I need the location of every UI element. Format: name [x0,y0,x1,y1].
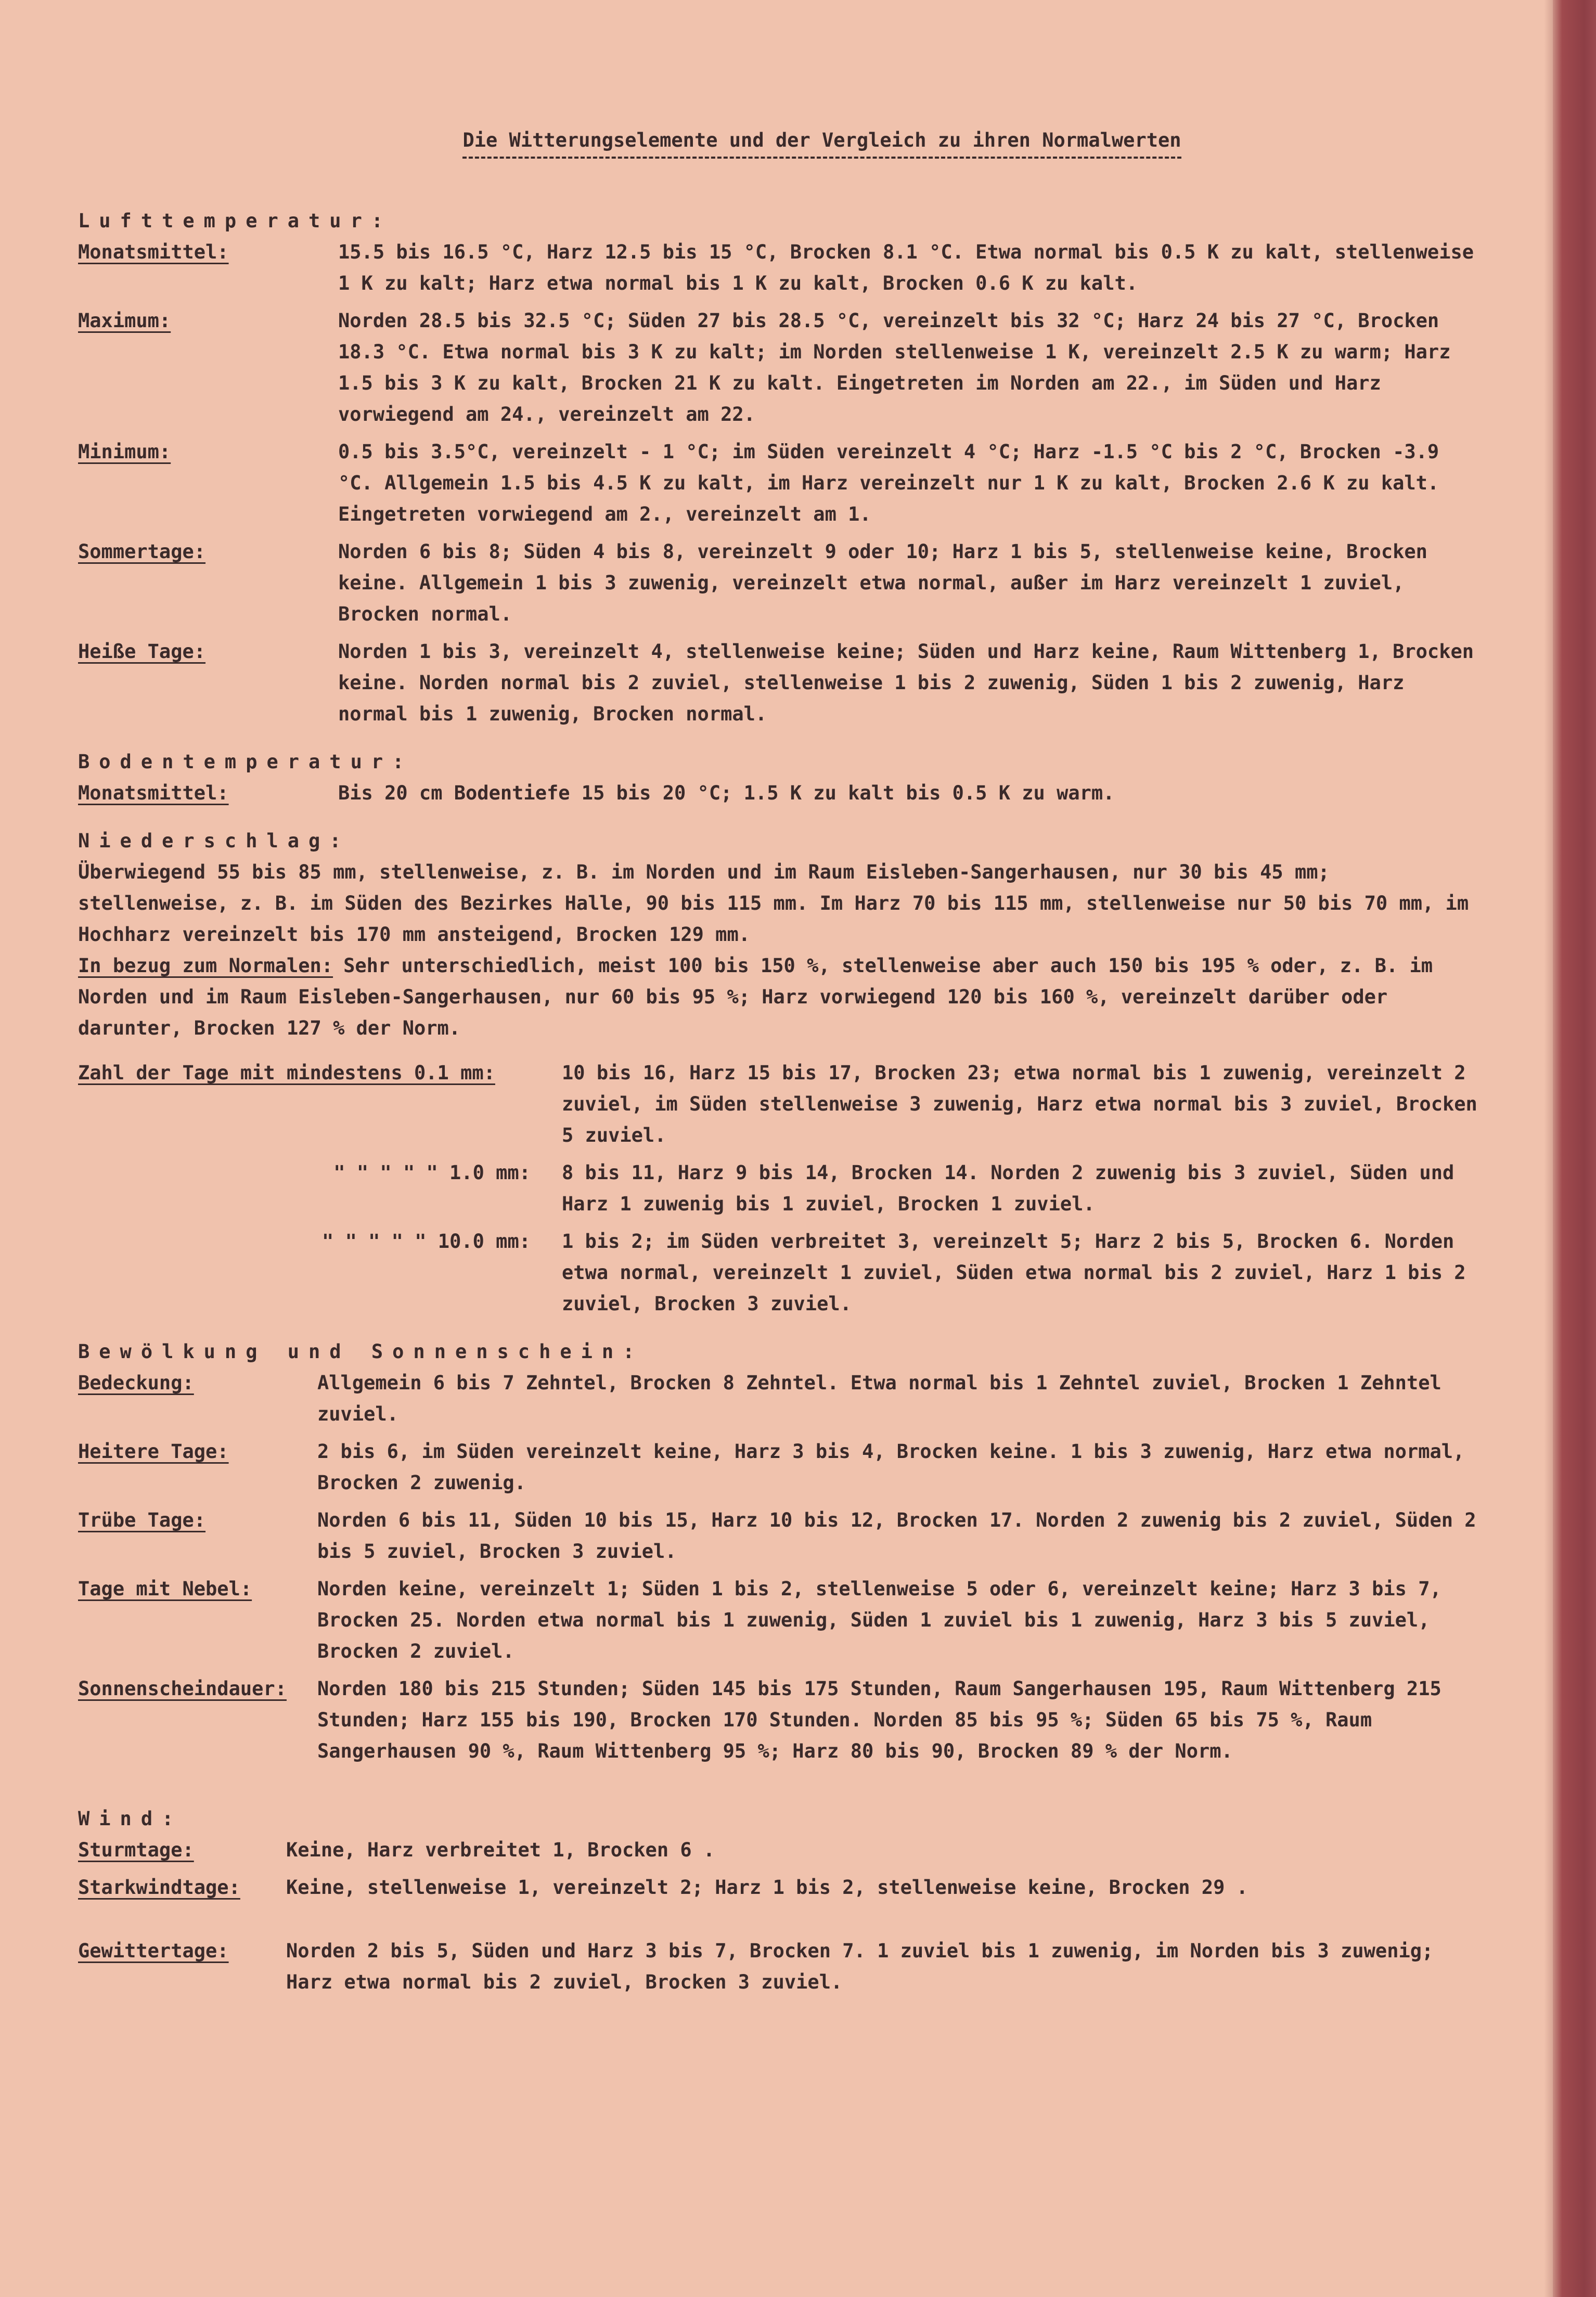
text-sommertage: Norden 6 bis 8; Süden 4 bis 8, vereinzelt 9 oder 10; Harz 1 bis 5, stellenweise keine, Brocken keine. Allgemein 1 bis 3 zuwenig, vereinzelt etwa normal, außer im Harz vereinzelt 1 zuviel, Brocken normal. [338,540,1427,625]
text-tage-10-0mm: 1 bis 2; im Süden verbreitet 3, vereinzelt 5; Harz 2 bis 5, Brocken 6. Norden etwa normal, vereinzelt 1 zuviel, Süden etwa normal bis 2 zuviel, Harz 1 bis 2 zuviel, Brocken 3 zuviel. [562,1230,1466,1315]
text-sonnenscheindauer: Norden 180 bis 215 Stunden; Süden 145 bis 175 Stunden, Raum Sangerhausen 195, Raum Wittenberg 215 Stunden; Harz 155 bis 190, Brocken 170 Stunden. Norden 85 bis 95 %; Süden 65 bis 75 %, Raum Sangerhausen 90 %, Raum Wittenberg 95 %; Harz 80 bis 90, Brocken 89 % der Norm. [317,1677,1441,1762]
row-minimum [78,436,1483,530]
niederschlag-normal [78,950,1483,1044]
row-sturmtage [78,1835,1483,1866]
row-tage-0-1mm [78,1057,1483,1151]
label-heisse-tage: Heiße Tage: [78,640,206,663]
text-maximum: Norden 28.5 bis 32.5 °C; Süden 27 bis 28.5 °C, vereinzelt bis 32 °C; Harz 24 bis 27 °C, Brocken 18.3 °C. Etwa normal bis 3 K zu kalt; im Norden stellenweise 1 K, vereinzelt 2.5 K zu warm; Harz 1.5 bis 3 K zu kalt, Brocken 21 K zu kalt. Eingetreten im Norden am 22., im Süden und Harz vorwiegend am 24., vereinzelt am 22. [338,309,1451,425]
section-heading-bewoelkung: Bewölkung und Sonnenschein: [78,1340,644,1363]
label-sturmtage: Sturmtage: [78,1839,194,1861]
label-starkwindtage: Starkwindtage: [78,1876,240,1899]
text-starkwindtage: Keine, stellenweise 1, vereinzelt 2; Harz 1 bis 2, stellenweise keine, Brocken 29 . [286,1876,1248,1899]
text-heitere-tage: 2 bis 6, im Süden vereinzelt keine, Harz 3 bis 4, Brocken keine. 1 bis 3 zuwenig, Harz etwa normal, Brocken 2 zuwenig. [317,1440,1465,1494]
text-tage-1-0mm: 8 bis 11, Harz 9 bis 14, Brocken 14. Norden 2 zuwenig bis 3 zuviel, Süden und Harz 1 zuwenig bis 1 zuviel, Brocken 1 zuviel. [562,1162,1455,1215]
text-monatsmittel: 15.5 bis 16.5 °C, Harz 12.5 bis 15 °C, Brocken 8.1 °C. Etwa normal bis 0.5 K zu kalt, stellenweise 1 K zu kalt; Harz etwa normal bis 1 K zu kalt, Brocken 0.6 K zu kalt. [338,241,1474,294]
text-heisse-tage: Norden 1 bis 3, vereinzelt 4, stellenweise keine; Süden und Harz keine, Raum Wittenberg 1, Brocken keine. Norden normal bis 2 zuviel, stellenweise 1 bis 2 zuwenig, Süden 1 bis 2 zuwenig, Harz normal bis 1 zuwenig, Brocken normal. [338,640,1474,725]
document-title: Die Witterungselemente und der Vergleich zu ihren Normalwerten [161,125,1483,156]
label-maximum: Maximum: [78,309,171,332]
row-monatsmittel [78,237,1483,299]
text-minimum: 0.5 bis 3.5°C, vereinzelt - 1 °C; im Süden vereinzelt 4 °C; Harz -1.5 °C bis 2 °C, Brocken -3.9 °C. Allgemein 1.5 bis 4.5 K zu kalt, im Harz vereinzelt nur 1 K zu kalt, Brocken 2.6 K zu kalt. Eingetreten vorwiegend am 2., vereinzelt am 1. [338,441,1439,525]
section-heading-lufttemperatur: Lufttemperatur: [78,210,393,232]
label-tage-mit-nebel: Tage mit Nebel: [78,1578,252,1600]
text-tage-0-1mm: 10 bis 16, Harz 15 bis 17, Brocken 23; etwa normal bis 1 zuwenig, vereinzelt 2 zuviel, im Süden stellenweise 3 zuwenig, Harz etwa normal bis 3 zuviel, Brocken 5 zuviel. [562,1062,1477,1146]
row-starkwindtage [78,1872,1483,1903]
book-binding [1553,0,1596,2297]
text-tage-mit-nebel: Norden keine, vereinzelt 1; Süden 1 bis 2, stellenweise 5 oder 6, vereinzelt keine; Harz 3 bis 7, Brocken 25. Norden etwa normal bis 1 zuwenig, Süden 1 zuviel bis 1 zuwenig, Harz 3 bis 5 zuviel, Brocken 2 zuviel. [317,1578,1441,1662]
section-heading-wind: Wind: [78,1808,183,1830]
section-heading-niederschlag: Niederschlag: [78,830,351,852]
row-sommertage [78,536,1483,630]
row-truebe-tage [78,1505,1483,1567]
spacer [78,1044,1483,1057]
label-truebe-tage: Trübe Tage: [78,1509,206,1531]
row-heisse-tage [78,636,1483,730]
label-gewittertage: Gewittertage: [78,1940,229,1962]
label-boden-monatsmittel: Monatsmittel: [78,782,229,804]
row-heitere-tage [78,1436,1483,1499]
document-content [78,125,1483,2004]
row-sonnenscheindauer [78,1673,1483,1767]
label-sonnenscheindauer: Sonnenscheindauer: [78,1677,287,1700]
text-boden-monatsmittel: Bis 20 cm Bodentiefe 15 bis 20 °C; 1.5 K zu kalt bis 0.5 K zu warm. [338,782,1115,804]
label-monatsmittel: Monatsmittel: [78,241,229,263]
row-bedeckung [78,1367,1483,1430]
label-bedeckung: Bedeckung: [78,1372,194,1394]
label-in-bezug-zum-normalen: In bezug zum Normalen: [78,954,333,977]
spacer [78,1773,1483,1787]
spacer [78,1909,1483,1935]
text-bedeckung: Allgemein 6 bis 7 Zehntel, Brocken 8 Zehntel. Etwa normal bis 1 Zehntel zuviel, Brocken 1 Zehntel zuviel. [317,1372,1441,1425]
text-sturmtage: Keine, Harz verbreitet 1, Brocken 6 . [286,1839,715,1861]
row-boden-monatsmittel [78,778,1483,809]
text-gewittertage: Norden 2 bis 5, Süden und Harz 3 bis 7, Brocken 7. 1 zuviel bis 1 zuwenig, im Norden bis 3 zuwenig; Harz etwa normal bis 2 zuviel, Brocken 3 zuviel. [286,1940,1434,1993]
row-tage-1-0mm [78,1157,1483,1220]
label-heitere-tage: Heitere Tage: [78,1440,229,1463]
label-tage-10-0mm: " " " " " 10.0 mm: [322,1230,531,1253]
niederschlag-paragraph: Überwiegend 55 bis 85 mm, stellenweise, z. B. im Norden und im Raum Eisleben-Sangerhausen, nur 30 bis 45 mm; stellenweise, z. B. im Süden des Bezirkes Halle, 90 bis 115 mm. Im Harz 70 bis 115 mm, stellenweise nur 50 bis 70 mm, im Hochharz vereinzelt bis 170 mm ansteigend, Brocken 129 mm. [78,861,1469,946]
text-truebe-tage: Norden 6 bis 11, Süden 10 bis 15, Harz 10 bis 12, Brocken 17. Norden 2 zuwenig bis 2 zuviel, Süden 2 bis 5 zuviel, Brocken 3 zuviel. [317,1509,1476,1563]
row-gewittertage [78,1935,1483,1998]
section-heading-bodentemperatur: Bodentemperatur: [78,751,414,773]
label-minimum: Minimum: [78,441,171,463]
row-tage-10-0mm [78,1226,1483,1320]
label-sommertage: Sommertage: [78,540,206,563]
row-maximum [78,305,1483,430]
label-tage-0-1mm: Zahl der Tage mit mindestens 0.1 mm: [78,1062,495,1084]
text-in-bezug-zum-normalen: Sehr unterschiedlich, meist 100 bis 150 %, stellenweise aber auch 150 bis 195 % oder, z. B. im Norden und im Raum Eisleben-Sangerhausen, nur 60 bis 95 %; Harz vorwiegend 120 bis 160 %, vereinzelt darüber oder darunter, Brocken 127 % der Norm. [78,954,1433,1039]
row-tage-mit-nebel [78,1573,1483,1667]
label-tage-1-0mm: " " " " " 1.0 mm: [333,1162,531,1184]
